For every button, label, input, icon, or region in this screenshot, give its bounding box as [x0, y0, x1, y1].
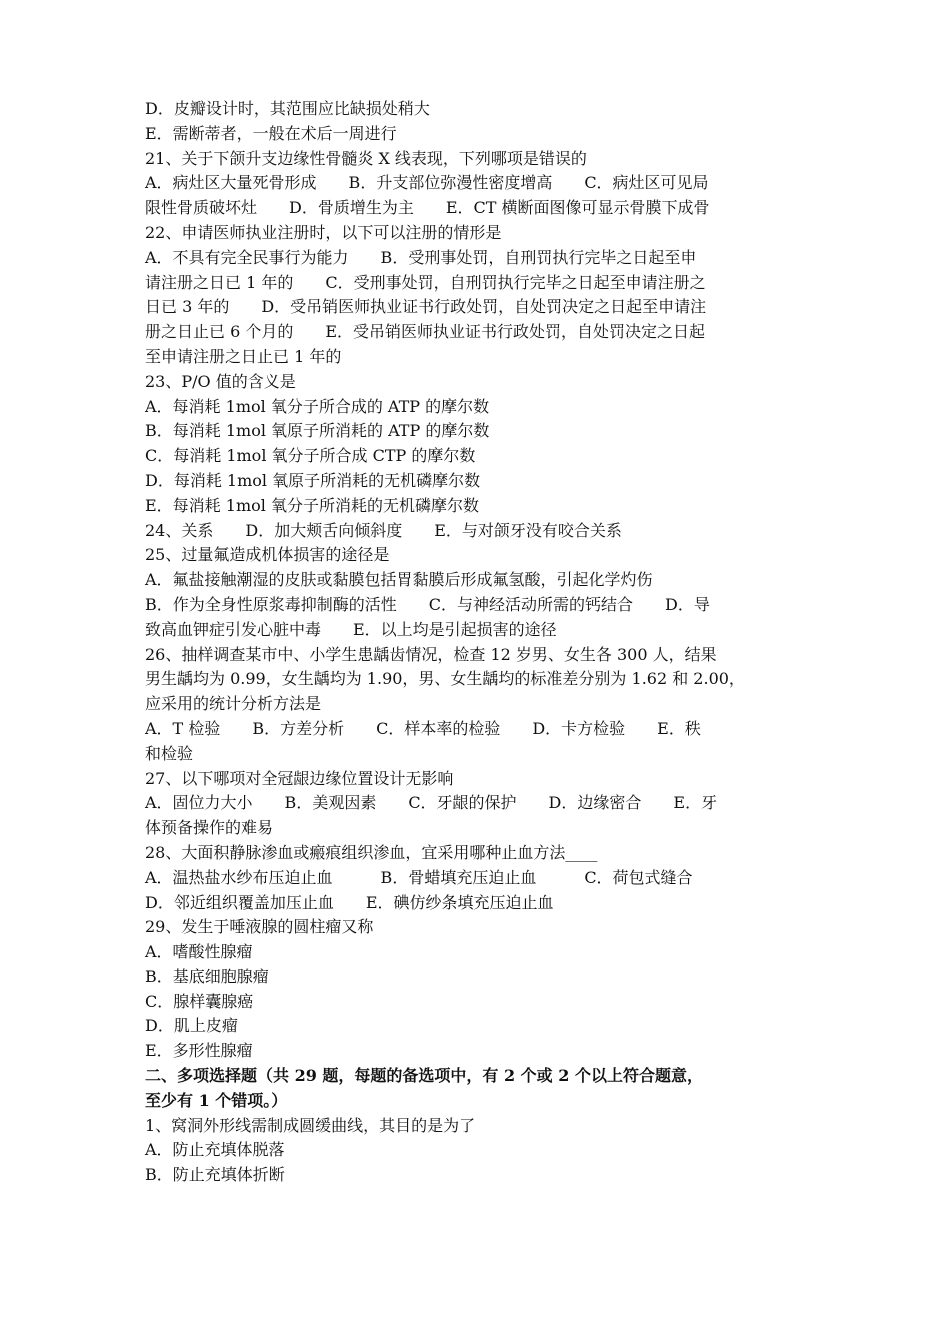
text-line: 体预备操作的难易 [145, 818, 274, 838]
question-28: 28、大面积静脉渗血或瘢痕组织渗血，宜采用哪种止血方法____ [145, 842, 598, 862]
question-26: 26、抽样调查某市中、小学生患龋齿情况，检查 12 岁男、女生各 300 人，结果 [145, 644, 717, 664]
question-27: 27、以下哪项对全冠龈边缘位置设计无影响 [145, 768, 454, 788]
text-line: E．每消耗 1mol 氧分子所消耗的无机磷摩尔数 [145, 495, 479, 515]
text-line: A．嗜酸性腺瘤 [145, 942, 253, 962]
text-line: C．腺样囊腺癌 [145, 991, 254, 1011]
text-line: E．多形性腺瘤 [145, 1041, 253, 1061]
text-line: 限性骨质破坏灶 D．骨质增生为主 E．CT 横断面图像可显示骨膜下成骨 [145, 198, 710, 218]
text-line: 请注册之日已 1 年的 C．受刑事处罚，自刑罚执行完毕之日起至申请注册之 [145, 272, 706, 292]
text-line: 册之日止已 6 个月的 E．受吊销医师执业证书行政处罚，自处罚决定之日起 [145, 322, 706, 342]
question-29: 29、发生于唾液腺的圆柱瘤又称 [145, 917, 374, 937]
text-line: D．邻近组织覆盖加压止血 E．碘仿纱条填充压迫止血 [145, 892, 554, 912]
text-line: D．肌上皮瘤 [145, 1016, 238, 1036]
text-line: A．氟盐接触潮湿的皮肤或黏膜包括胃黏膜后形成氟氢酸，引起化学灼伤 [145, 570, 653, 590]
question-21: 21、关于下颌升支边缘性骨髓炎 X 线表现，下列哪项是错误的 [145, 148, 587, 168]
text-line: D．皮瓣设计时，其范围应比缺损处稍大 [145, 99, 430, 118]
text-line: B．基底细胞腺瘤 [145, 966, 269, 986]
question-24: 24、关系 D．加大颊舌向倾斜度 E．与对颌牙没有咬合关系 [145, 520, 622, 540]
multi-question-1: 1、窝洞外形线需制成圆缓曲线，其目的是为了 [145, 1115, 476, 1135]
section-heading: 二、多项选择题（共 29 题，每题的备选项中，有 2 个或 2 个以上符合题意， [145, 1066, 703, 1086]
text-line: A．病灶区大量死骨形成 B．升支部位弥漫性密度增高 C．病灶区可见局 [145, 173, 709, 193]
text-line: A．防止充填体脱落 [145, 1140, 285, 1160]
text-line: 至申请注册之日止已 1 年的 [145, 346, 342, 366]
text-line: B．作为全身性原浆毒抑制酶的活性 C．与神经活动所需的钙结合 D．导 [145, 594, 710, 614]
text-line: A．固位力大小 B．美观因素 C．牙龈的保护 D．边缘密合 E．牙 [145, 793, 718, 813]
question-23: 23、P/O 值的含义是 [145, 371, 296, 391]
text-line: A．T 检验 B．方差分析 C．样本率的检验 D．卡方检验 E．秩 [145, 718, 701, 738]
text-line: A．不具有完全民事行为能力 B．受刑事处罚，自刑罚执行完毕之日起至申 [145, 247, 697, 267]
text-line: 应采用的统计分析方法是 [145, 694, 322, 714]
text-line: C．每消耗 1mol 氧分子所合成 CTP 的摩尔数 [145, 446, 476, 466]
question-25: 25、过量氟造成机体损害的途径是 [145, 545, 390, 565]
question-22: 22、申请医师执业注册时，以下可以注册的情形是 [145, 222, 502, 242]
text-line: 和检验 [145, 743, 194, 763]
text-line: A．温热盐水纱布压迫止血 B．骨蜡填充压迫止血 C．荷包式缝合 [145, 867, 693, 887]
text-line: 日已 3 年的 D．受吊销医师执业证书行政处罚，自处罚决定之日起至申请注 [145, 297, 707, 317]
section-heading-cont: 至少有 1 个错项。） [145, 1090, 288, 1110]
text-line: A．每消耗 1mol 氧分子所合成的 ATP 的摩尔数 [145, 396, 490, 416]
text-line: B．每消耗 1mol 氧原子所消耗的 ATP 的摩尔数 [145, 421, 490, 441]
text-line: B．防止充填体折断 [145, 1165, 285, 1185]
text-line: 致高血钾症引发心脏中毒 E．以上均是引起损害的途径 [145, 619, 557, 639]
text-line: D．每消耗 1mol 氧原子所消耗的无机磷摩尔数 [145, 470, 481, 490]
text-line: E．需断蒂者，一般在术后一周进行 [145, 123, 397, 143]
document-page [145, 97, 810, 1188]
text-line: 男生龋均为 0.99，女生龋均为 1.90，男、女生龋均的标准差分别为 1.62 和 2.00， [145, 669, 745, 689]
